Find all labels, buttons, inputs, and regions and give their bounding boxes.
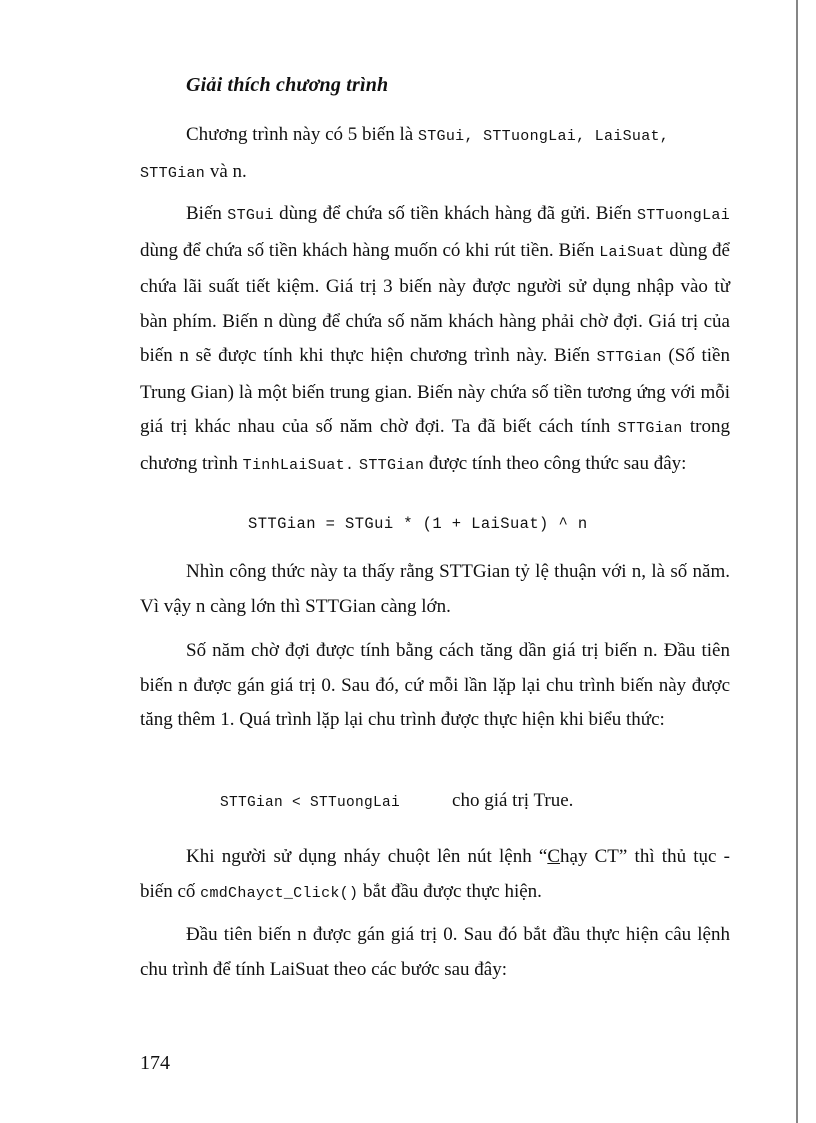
- loop-condition: [220, 790, 573, 812]
- p2-text-3: dùng để chứa số tiền khách hàng muốn có khi rút tiền. Biến: [140, 239, 600, 261]
- p2-text-2: dùng để chứa số tiền khách hàng đã gửi. Biến: [273, 203, 637, 224]
- p5-text-1: Khi người sử dụng nháy chuột lên nút lệnh “: [186, 846, 548, 867]
- paragraph-event: [140, 840, 730, 911]
- p2-code-sttuonglai: STTuongLai: [636, 207, 730, 224]
- p5-text-3: bắt đầu được thực hiện.: [358, 880, 542, 902]
- p2-text-6: trong chương trình: [140, 416, 730, 474]
- paragraph-variables: [140, 118, 730, 191]
- p5-underlined-letter: C: [547, 846, 561, 867]
- p2-code-laisuat: LaiSuat: [599, 243, 665, 261]
- page-edge-line: [796, 0, 798, 1123]
- section-title: Giải thích chương trình: [186, 74, 389, 96]
- p2-text-1: Biến: [186, 203, 228, 224]
- p2-text-8: được tính theo công thức sau đây:: [424, 452, 687, 474]
- p4-text: Số năm chờ đợi được tính bằng cách tăng dần giá trị biến n. Đầu tiên biến n được gán giá trị 0. Sau đó, cứ mỗi lần lặp lại chu trình biến này được tăng thêm 1. Quá trình lặp lại chu trình được thực hiện khi biểu thức:: [140, 640, 730, 730]
- p5-code-event: cmdChayct_Click(): [200, 884, 359, 902]
- p1-text-2: và n.: [205, 160, 247, 182]
- p2-code-stgui: STGui: [227, 207, 274, 224]
- p6-text: Đầu tiên biến n được gán giá trị 0. Sau đó bắt đầu thực hiện câu lệnh chu trình để tính LaiSuat theo các bước sau đây:: [140, 924, 730, 980]
- p3-text: Nhìn công thức này ta thấy rằng STTGian tỷ lệ thuận với n, là số năm. Vì vậy n càng lớn thì STTGian càng lớn.: [140, 561, 730, 617]
- formula: STTGian = STGui * (1 + LaiSuat) ^ n: [248, 515, 588, 533]
- p2-code-sttgian-3: STTGian: [359, 456, 425, 474]
- page-number: 174: [140, 1052, 170, 1074]
- p2-code-tinhlaisuat: TinhLaiSuat.: [242, 456, 355, 474]
- paragraph-steps: [140, 918, 730, 987]
- p1-code-1: STGui, STTuongLai, LaiSuat,: [417, 128, 670, 145]
- p5-text-2: hạy CT” thì thủ tục - biến cố: [140, 846, 730, 902]
- p2-text-5: (Số tiền Trung Gian) là một biến trung gian. Biến này chứa số tiền tương ứng với mỗi giá trị khác nhau của số năm chờ đợi. Ta đã biết cách tính: [140, 345, 730, 437]
- paragraph-proportional: [140, 555, 730, 624]
- p1-text-1: Chương trình này có 5 biến là: [186, 124, 418, 145]
- p2-code-sttgian-2: STTGian: [617, 420, 683, 437]
- paragraph-loop: [140, 634, 730, 738]
- condition-text: cho giá trị True.: [452, 790, 574, 811]
- condition-code: STTGian < STTuongLai: [220, 795, 401, 811]
- p2-code-sttgian: STTGian: [596, 349, 662, 366]
- p1-code-2: STTGian: [140, 164, 206, 182]
- paragraph-variable-roles: [140, 197, 730, 483]
- p2-text-4: dùng để chứa lãi suất tiết kiệm. Giá trị 3 biến này được người sử dụng nhập vào từ bàn phím. Biến n dùng để chứa số năm khách hàng phải chờ đợi. Giá trị của biến n sẽ được tính khi thực hiện chương trình này. Biến: [140, 239, 730, 366]
